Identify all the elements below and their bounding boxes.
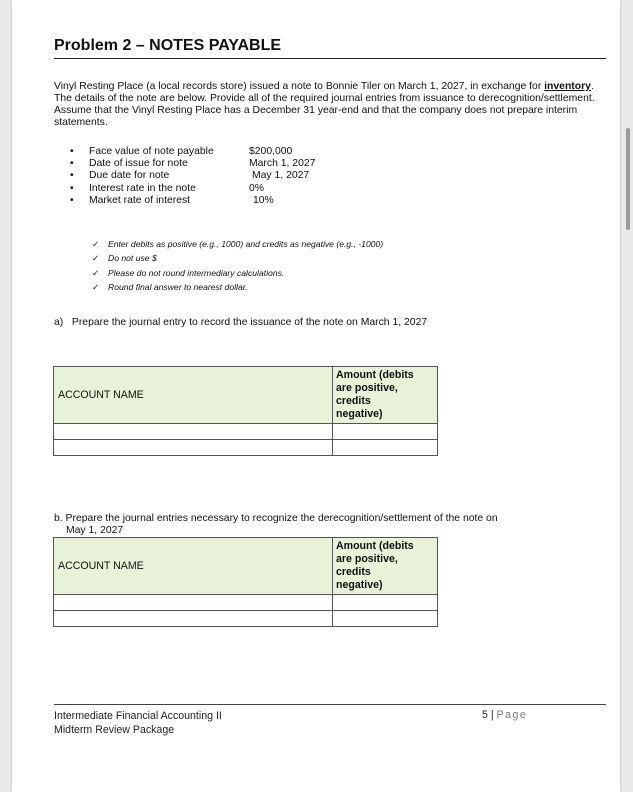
page-word: Page	[496, 709, 528, 721]
intro-text-end: . The details of the note are below. Provide all of the required journal entries from issuance to derecognition/settlement. Assume that the Vinyl Resting Place has a December 31 year-end and that the company does not prepare interim statements.	[54, 81, 595, 128]
checkmark-icon: ✓	[92, 239, 100, 249]
page-title: Problem 2 – NOTES PAYABLE	[54, 37, 282, 54]
account-name-header: ACCOUNT NAME	[54, 367, 333, 424]
instruction-text: Please do not round intermediary calculations.	[108, 267, 285, 278]
fact-label: Market rate of interest	[89, 194, 191, 206]
list-item	[92, 280, 383, 294]
fact-value: $200,000	[249, 146, 293, 157]
checkmark-icon: ✓	[92, 253, 100, 264]
footer-divider	[54, 704, 606, 705]
vertical-scrollbar[interactable]	[626, 128, 630, 230]
page-separator: |	[487, 709, 497, 721]
bullet-icon: •	[70, 194, 74, 206]
footer-course-info	[54, 709, 222, 737]
amount-header-line: are positive,	[336, 382, 398, 394]
part-a-prompt: a) Prepare the journal entry to record the issuance of the note on March 1, 2027	[54, 317, 428, 328]
account-name-cell[interactable]	[54, 440, 333, 456]
intro-text-start: Vinyl Resting Place (a local records store) issued a note to Bonnie Tiler on March 1, 2027, in exchange for	[54, 81, 545, 92]
table-row	[54, 595, 438, 611]
amount-header-line: are positive,	[336, 553, 398, 565]
list-item	[92, 266, 383, 280]
instruction-text: Enter debits as positive (e.g., 1000) and credits as negative (e.g., -1000)	[108, 239, 384, 249]
amount-cell[interactable]	[333, 595, 438, 611]
journal-table-b	[53, 537, 438, 627]
journal-table-a	[53, 366, 438, 456]
bullet-icon: •	[70, 158, 74, 170]
fact-label: Face value of note payable	[89, 146, 214, 157]
table-header-row	[54, 538, 438, 595]
bullet-icon: •	[70, 170, 74, 182]
footer-package: Midterm Review Package	[54, 724, 175, 736]
part-b-prompt-line: b. Prepare the journal entries necessary to recognize the derecognition/settlement of the note on	[54, 513, 498, 524]
account-name-cell[interactable]	[54, 595, 333, 611]
checkmark-icon: ✓	[92, 267, 100, 278]
footer-course: Intermediate Financial Accounting II	[54, 710, 222, 722]
fact-label: Due date for note	[89, 170, 170, 182]
list-item	[92, 251, 383, 265]
amount-header-line: negative)	[336, 579, 383, 591]
amount-cell[interactable]	[333, 611, 438, 627]
problem-description	[54, 81, 606, 129]
fact-value: 0%	[249, 182, 265, 194]
fact-value: 10%	[253, 194, 274, 206]
fact-value: May 1, 2027	[252, 170, 310, 182]
amount-header-line: Amount (debits	[336, 540, 414, 552]
amount-header-line: credits	[336, 395, 371, 407]
bullet-icon: •	[70, 182, 74, 194]
amount-header-line: credits	[336, 566, 371, 578]
part-b-prompt-line: May 1, 2027	[66, 525, 124, 536]
amount-header-line: negative)	[336, 408, 383, 420]
account-name-header: ACCOUNT NAME	[54, 538, 333, 595]
amount-cell[interactable]	[333, 440, 438, 456]
table-row	[54, 440, 438, 456]
title-divider	[54, 58, 606, 59]
fact-label: Interest rate in the note	[89, 182, 196, 194]
footer-page-number	[482, 709, 527, 721]
instruction-text: Do not use $	[108, 253, 157, 264]
checkmark-icon: ✓	[92, 281, 100, 292]
instruction-text: Round final answer to nearest dollar.	[108, 281, 248, 292]
amount-cell[interactable]	[333, 424, 438, 440]
fact-label: Date of issue for note	[89, 158, 188, 170]
amount-header	[333, 367, 438, 424]
part-b-prompt	[54, 513, 574, 537]
table-row	[54, 424, 438, 440]
list-item	[92, 237, 383, 251]
account-name-cell[interactable]	[54, 611, 333, 627]
intro-keyword: inventory	[544, 81, 591, 92]
account-name-cell[interactable]	[54, 424, 333, 440]
amount-header	[333, 538, 438, 595]
fact-value: March 1, 2027	[249, 158, 316, 170]
table-row	[54, 611, 438, 627]
table-header-row	[54, 367, 438, 424]
instructions-list	[92, 237, 383, 294]
page-number: 5	[482, 709, 488, 721]
document-page	[12, 0, 620, 792]
bullet-icon: •	[70, 146, 74, 157]
amount-header-line: Amount (debits	[336, 369, 414, 381]
